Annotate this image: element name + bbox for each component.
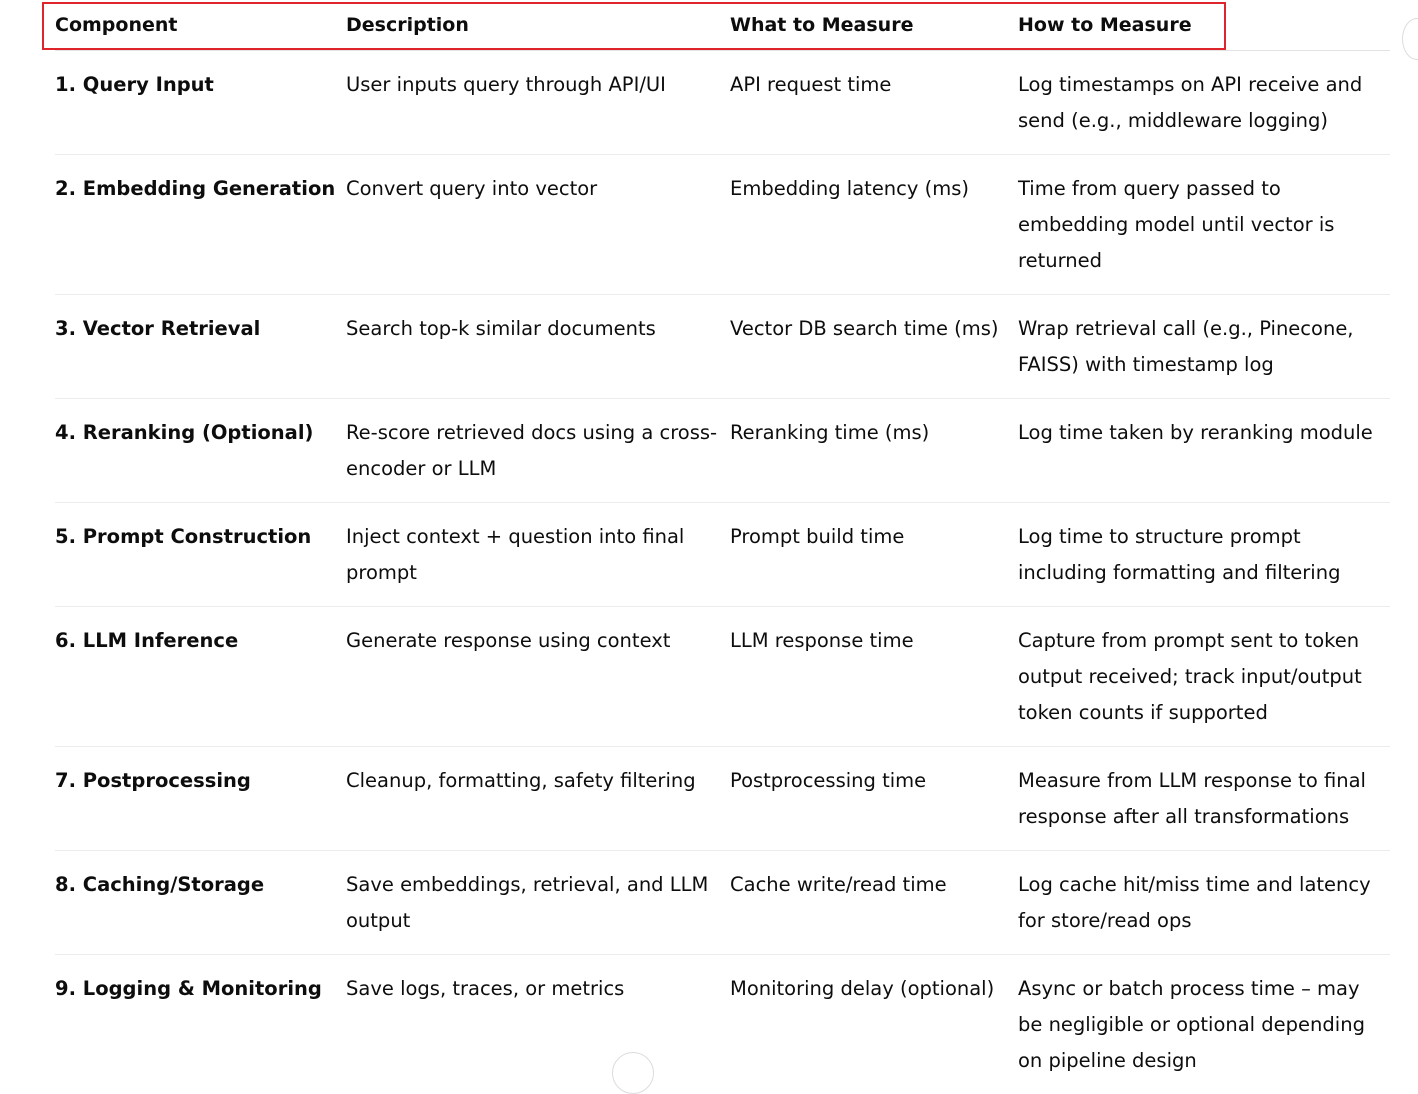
measurement-table (55, 0, 1390, 1094)
cell-what-to-measure: API request time (730, 51, 1018, 155)
cell-what-to-measure: Reranking time (ms) (730, 399, 1018, 503)
table-row (55, 51, 1390, 155)
cell-description: Inject context + question into final prompt (346, 503, 730, 607)
table-row (55, 747, 1390, 851)
header-component: Component (55, 0, 346, 51)
cell-what-to-measure: Cache write/read time (730, 851, 1018, 955)
table-row (55, 955, 1390, 1094)
cell-component: 9. Logging & Monitoring (55, 955, 346, 1094)
cell-description: Re-score retrieved docs using a cross-encoder or LLM (346, 399, 730, 503)
cell-how-to-measure: Capture from prompt sent to token output received; track input/output token counts if supported (1018, 607, 1390, 747)
header-description: Description (346, 0, 730, 51)
cell-component: 2. Embedding Generation (55, 155, 346, 295)
cell-component: 1. Query Input (55, 51, 346, 155)
cell-description: Save logs, traces, or metrics (346, 955, 730, 1094)
cell-description: Search top-k similar documents (346, 295, 730, 399)
cell-how-to-measure: Async or batch process time – may be negligible or optional depending on pipeline design (1018, 955, 1390, 1094)
cell-description: Generate response using context (346, 607, 730, 747)
table-body (55, 51, 1390, 1094)
cell-component: 5. Prompt Construction (55, 503, 346, 607)
table-header (55, 0, 1390, 51)
table-row (55, 155, 1390, 295)
cell-how-to-measure: Wrap retrieval call (e.g., Pinecone, FAISS) with timestamp log (1018, 295, 1390, 399)
cell-description: User inputs query through API/UI (346, 51, 730, 155)
measurement-table-container (55, 0, 1390, 1094)
cell-what-to-measure: Vector DB search time (ms) (730, 295, 1018, 399)
table-row (55, 607, 1390, 747)
scroll-edge-button[interactable] (1402, 18, 1418, 60)
cell-what-to-measure: Prompt build time (730, 503, 1018, 607)
scroll-down-button[interactable] (612, 1052, 654, 1094)
cell-what-to-measure: Embedding latency (ms) (730, 155, 1018, 295)
table-row (55, 399, 1390, 503)
cell-how-to-measure: Measure from LLM response to final response after all transformations (1018, 747, 1390, 851)
cell-description: Convert query into vector (346, 155, 730, 295)
cell-component: 4. Reranking (Optional) (55, 399, 346, 503)
cell-what-to-measure: Postprocessing time (730, 747, 1018, 851)
cell-what-to-measure: LLM response time (730, 607, 1018, 747)
table-row (55, 503, 1390, 607)
cell-description: Save embeddings, retrieval, and LLM output (346, 851, 730, 955)
header-how-to-measure: How to Measure (1018, 0, 1390, 51)
cell-description: Cleanup, formatting, safety filtering (346, 747, 730, 851)
cell-what-to-measure: Monitoring delay (optional) (730, 955, 1018, 1094)
table-row (55, 295, 1390, 399)
cell-component: 3. Vector Retrieval (55, 295, 346, 399)
cell-how-to-measure: Time from query passed to embedding model until vector is returned (1018, 155, 1390, 295)
cell-component: 7. Postprocessing (55, 747, 346, 851)
cell-component: 6. LLM Inference (55, 607, 346, 747)
cell-how-to-measure: Log time to structure prompt including formatting and filtering (1018, 503, 1390, 607)
cell-how-to-measure: Log timestamps on API receive and send (e.g., middleware logging) (1018, 51, 1390, 155)
cell-how-to-measure: Log time taken by reranking module (1018, 399, 1390, 503)
cell-how-to-measure: Log cache hit/miss time and latency for store/read ops (1018, 851, 1390, 955)
cell-component: 8. Caching/Storage (55, 851, 346, 955)
table-header-row (55, 0, 1390, 51)
header-what-to-measure: What to Measure (730, 0, 1018, 51)
table-row (55, 851, 1390, 955)
